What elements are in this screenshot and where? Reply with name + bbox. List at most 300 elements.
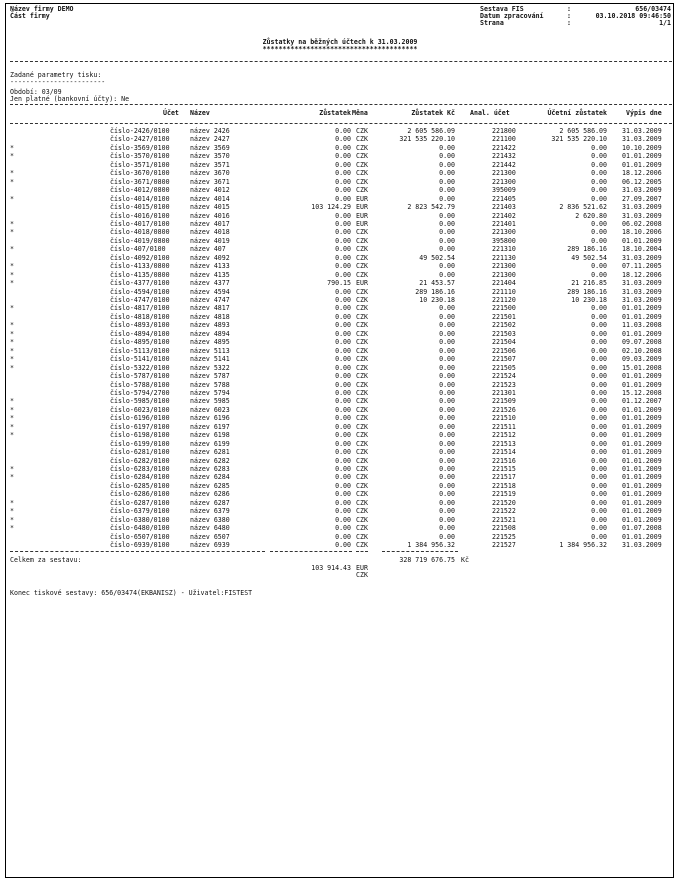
table-row xyxy=(0,153,680,160)
row-account: číslo-6198/0100 xyxy=(110,431,170,440)
table-row xyxy=(0,280,680,287)
row-currency: CZK xyxy=(356,456,368,465)
row-book-balance: 49 502.54 xyxy=(571,253,607,262)
row-account: číslo-4817/0100 xyxy=(110,304,170,313)
table-row xyxy=(0,238,680,245)
row-currency: EUR xyxy=(356,279,368,288)
row-statement-date: 31.03.2009 xyxy=(622,296,662,304)
row-statement-date: 15.12.2008 xyxy=(622,388,662,397)
row-name: název 6023 xyxy=(190,405,230,414)
row-balance-czk: 0.00 xyxy=(439,515,455,524)
row-name: název 4012 xyxy=(190,186,230,195)
row-book-balance: 21 216.85 xyxy=(571,279,607,288)
processed-label: Datum zpracování xyxy=(480,12,544,20)
row-book-balance: 0.00 xyxy=(591,524,607,533)
table-row xyxy=(0,229,680,236)
table-row xyxy=(0,204,680,211)
page-label: Strana xyxy=(480,19,504,27)
row-account: číslo-407/0100 xyxy=(110,245,166,254)
sum-underline-left xyxy=(10,551,265,552)
row-balance: 0.00 xyxy=(335,414,351,423)
row-anal-account: 221405 xyxy=(492,194,516,203)
table-row xyxy=(0,263,680,270)
row-statement-date: 09.03.2009 xyxy=(622,355,662,364)
row-account: číslo-2426/0100 xyxy=(110,127,170,135)
row-currency: CZK xyxy=(356,397,368,406)
row-anal-account: 221503 xyxy=(492,329,516,338)
row-currency: CZK xyxy=(356,465,368,473)
processed-value: 03.10.2018 09:46:50 xyxy=(595,12,671,20)
row-statement-date: 01.01.2009 xyxy=(622,515,662,524)
row-name: název 6939 xyxy=(190,541,230,550)
row-book-balance: 0.00 xyxy=(591,355,607,364)
row-balance: 0.00 xyxy=(335,194,351,203)
row-name: název 6199 xyxy=(190,439,230,448)
col-balance: Zůstatek xyxy=(319,109,351,117)
table-row xyxy=(0,525,680,532)
row-marker: * xyxy=(10,363,14,372)
row-marker: * xyxy=(10,397,14,406)
row-anal-account: 221515 xyxy=(492,465,516,473)
row-statement-date: 27.09.2007 xyxy=(622,194,662,203)
row-name: název 3571 xyxy=(190,160,230,169)
row-name: název 3670 xyxy=(190,169,230,178)
row-account: číslo-6286/0100 xyxy=(110,490,170,499)
row-account: číslo-6379/0100 xyxy=(110,507,170,516)
row-balance: 0.00 xyxy=(335,143,351,152)
row-account: číslo-5322/0100 xyxy=(110,363,170,372)
row-anal-account: 221130 xyxy=(492,253,516,262)
row-currency: CZK xyxy=(356,338,368,347)
params-heading: Zadané parametry tisku: xyxy=(10,71,102,79)
row-book-balance: 321 535 220.10 xyxy=(551,135,607,144)
row-statement-date: 01.01.2009 xyxy=(622,532,662,541)
row-anal-account: 221110 xyxy=(492,287,516,296)
row-currency: CZK xyxy=(356,448,368,457)
table-row xyxy=(0,483,680,490)
row-statement-date: 11.03.2008 xyxy=(622,321,662,330)
row-balance-czk: 0.00 xyxy=(439,439,455,448)
row-statement-date: 01.01.2009 xyxy=(622,414,662,423)
row-balance-czk: 321 535 220.10 xyxy=(399,135,455,144)
params-heading-underline: ------------------------ xyxy=(10,78,106,86)
divider-params xyxy=(10,104,672,105)
row-book-balance: 0.00 xyxy=(591,422,607,431)
row-book-balance: 0.00 xyxy=(591,228,607,237)
report-footer: Konec tiskové sestavy: 656/03474(EKBANISZ) - Uživatel:FISTEST xyxy=(10,589,253,597)
table-row xyxy=(0,246,680,253)
row-statement-date: 31.03.2009 xyxy=(622,211,662,220)
row-anal-account: 395800 xyxy=(492,236,516,245)
row-currency: CZK xyxy=(356,507,368,516)
title-underline: *************************************** xyxy=(262,45,418,53)
row-balance-czk: 0.00 xyxy=(439,169,455,178)
row-balance: 0.00 xyxy=(335,287,351,296)
row-book-balance: 2 620.80 xyxy=(575,211,607,220)
row-name: název 4017 xyxy=(190,219,230,228)
row-name: název 6197 xyxy=(190,422,230,431)
row-account: číslo-6287/0100 xyxy=(110,498,170,507)
table-row xyxy=(0,170,680,177)
row-balance-czk: 0.00 xyxy=(439,372,455,381)
row-anal-account: 221517 xyxy=(492,473,516,482)
row-anal-account: 395009 xyxy=(492,186,516,195)
row-currency: CZK xyxy=(356,312,368,321)
row-name: název 4377 xyxy=(190,279,230,288)
table-row xyxy=(0,441,680,448)
processed-sep: : xyxy=(567,12,571,20)
report-value: 656/03474 xyxy=(635,5,671,13)
row-anal-account: 221310 xyxy=(492,245,516,254)
row-currency: EUR xyxy=(356,203,368,212)
table-row xyxy=(0,365,680,372)
row-balance-czk: 0.00 xyxy=(439,245,455,254)
row-anal-account: 221401 xyxy=(492,219,516,228)
totals-czk: 328 719 676.75 xyxy=(399,556,455,564)
row-account: číslo-3571/0100 xyxy=(110,160,170,169)
row-statement-date: 18.10.2006 xyxy=(622,228,662,237)
row-statement-date: 01.01.2009 xyxy=(622,160,662,169)
row-book-balance: 0.00 xyxy=(591,152,607,161)
row-currency: CZK xyxy=(356,422,368,431)
row-book-balance: 0.00 xyxy=(591,338,607,347)
row-name: název 407 xyxy=(190,245,226,254)
row-balance: 0.00 xyxy=(335,456,351,465)
row-book-balance: 0.00 xyxy=(591,372,607,381)
row-statement-date: 01.01.2009 xyxy=(622,490,662,499)
row-name: název 4893 xyxy=(190,321,230,330)
row-balance-czk: 0.00 xyxy=(439,405,455,414)
table-row xyxy=(0,187,680,194)
row-book-balance: 0.00 xyxy=(591,160,607,169)
row-name: název 4092 xyxy=(190,253,230,262)
table-row xyxy=(0,373,680,380)
row-statement-date: 31.03.2009 xyxy=(622,135,662,144)
row-anal-account: 221511 xyxy=(492,422,516,431)
row-account: číslo-6480/0100 xyxy=(110,524,170,533)
row-account: číslo-4135/0800 xyxy=(110,270,170,279)
row-balance: 0.00 xyxy=(335,541,351,550)
row-currency: CZK xyxy=(356,346,368,355)
row-account: číslo-5141/0100 xyxy=(110,355,170,364)
row-balance-czk: 0.00 xyxy=(439,312,455,321)
row-anal-account: 221800 xyxy=(492,127,516,135)
row-account: číslo-3671/0800 xyxy=(110,177,170,186)
row-balance-czk: 0.00 xyxy=(439,414,455,423)
table-row xyxy=(0,398,680,405)
row-account: číslo-4747/0100 xyxy=(110,296,170,304)
row-book-balance: 0.00 xyxy=(591,177,607,186)
row-book-balance: 0.00 xyxy=(591,321,607,330)
divider-header xyxy=(10,123,672,124)
row-currency: CZK xyxy=(356,296,368,304)
table-row xyxy=(0,534,680,541)
row-statement-date: 07.11.2005 xyxy=(622,262,662,271)
row-balance-czk: 0.00 xyxy=(439,473,455,482)
row-account: číslo-4894/0100 xyxy=(110,329,170,338)
table-row xyxy=(0,136,680,143)
row-book-balance: 0.00 xyxy=(591,448,607,457)
row-book-balance: 0.00 xyxy=(591,465,607,473)
table-row xyxy=(0,145,680,152)
table-row xyxy=(0,179,680,186)
row-balance-czk: 0.00 xyxy=(439,397,455,406)
row-name: název 6379 xyxy=(190,507,230,516)
table-row xyxy=(0,213,680,220)
table-row xyxy=(0,390,680,397)
row-currency: CZK xyxy=(356,160,368,169)
row-anal-account: 221508 xyxy=(492,524,516,533)
row-balance-czk: 1 384 956.32 xyxy=(407,541,455,550)
totals-label: Celkem za sestavu: xyxy=(10,556,82,564)
row-balance-czk: 0.00 xyxy=(439,481,455,490)
sum-underline-czk xyxy=(382,551,458,552)
row-statement-date: 01.01.2009 xyxy=(622,304,662,313)
row-account: číslo-3569/0100 xyxy=(110,143,170,152)
row-name: název 5985 xyxy=(190,397,230,406)
table-header xyxy=(0,110,680,117)
row-book-balance: 2 836 521.62 xyxy=(559,203,607,212)
company-name: Název firmy DEMO xyxy=(10,5,74,13)
row-name: název 4014 xyxy=(190,194,230,203)
row-marker: * xyxy=(10,262,14,271)
row-balance: 0.00 xyxy=(335,262,351,271)
row-book-balance: 0.00 xyxy=(591,498,607,507)
row-balance-czk: 0.00 xyxy=(439,160,455,169)
row-book-balance: 0.00 xyxy=(591,405,607,414)
row-balance-czk: 0.00 xyxy=(439,380,455,389)
row-balance: 0.00 xyxy=(335,304,351,313)
row-name: název 6284 xyxy=(190,473,230,482)
row-book-balance: 0.00 xyxy=(591,329,607,338)
row-name: název 6198 xyxy=(190,431,230,440)
row-balance: 0.00 xyxy=(335,397,351,406)
table-row xyxy=(0,162,680,169)
row-name: název 6287 xyxy=(190,498,230,507)
row-currency: CZK xyxy=(356,473,368,482)
row-book-balance: 0.00 xyxy=(591,143,607,152)
row-currency: CZK xyxy=(356,287,368,296)
row-statement-date: 01.07.2008 xyxy=(622,524,662,533)
row-currency: CZK xyxy=(356,414,368,423)
page-value: 1/1 xyxy=(659,19,671,27)
row-statement-date: 01.01.2009 xyxy=(622,507,662,516)
row-balance: 0.00 xyxy=(335,481,351,490)
row-anal-account: 221514 xyxy=(492,448,516,457)
row-anal-account: 221522 xyxy=(492,507,516,516)
row-statement-date: 31.03.2009 xyxy=(622,186,662,195)
row-balance: 0.00 xyxy=(335,372,351,381)
row-currency: CZK xyxy=(356,490,368,499)
row-balance-czk: 0.00 xyxy=(439,236,455,245)
row-name: název 4895 xyxy=(190,338,230,347)
row-name: název 4133 xyxy=(190,262,230,271)
row-anal-account: 221513 xyxy=(492,439,516,448)
row-book-balance: 0.00 xyxy=(591,431,607,440)
row-account: číslo-6282/0100 xyxy=(110,456,170,465)
row-account: číslo-5794/2700 xyxy=(110,388,170,397)
row-anal-account: 221402 xyxy=(492,211,516,220)
row-currency: CZK xyxy=(356,127,368,135)
row-balance: 0.00 xyxy=(335,405,351,414)
row-name: název 4817 xyxy=(190,304,230,313)
row-anal-account: 221300 xyxy=(492,270,516,279)
row-currency: CZK xyxy=(356,439,368,448)
col-balance-czk: Zůstatek Kč xyxy=(411,109,455,117)
row-anal-account: 221525 xyxy=(492,532,516,541)
row-statement-date: 01.01.2009 xyxy=(622,236,662,245)
row-currency: CZK xyxy=(356,270,368,279)
row-name: název 5788 xyxy=(190,380,230,389)
row-account: číslo-3670/0100 xyxy=(110,169,170,178)
table-row xyxy=(0,458,680,465)
row-book-balance: 0.00 xyxy=(591,169,607,178)
row-name: název 2426 xyxy=(190,127,230,135)
row-anal-account: 221300 xyxy=(492,228,516,237)
row-balance-czk: 0.00 xyxy=(439,177,455,186)
row-anal-account: 221432 xyxy=(492,152,516,161)
row-marker: * xyxy=(10,143,14,152)
row-balance-czk: 0.00 xyxy=(439,219,455,228)
row-currency: CZK xyxy=(356,135,368,144)
row-account: číslo-6285/0100 xyxy=(110,481,170,490)
table-row xyxy=(0,297,680,304)
row-balance-czk: 0.00 xyxy=(439,228,455,237)
totals-eur-unit: EUR xyxy=(356,564,368,572)
divider-top xyxy=(10,61,672,62)
row-balance: 0.00 xyxy=(335,431,351,440)
row-balance: 103 124.29 xyxy=(311,203,351,212)
row-statement-date: 06.02.2008 xyxy=(622,219,662,228)
row-marker: * xyxy=(10,465,14,473)
row-name: název 6285 xyxy=(190,481,230,490)
row-anal-account: 221300 xyxy=(492,177,516,186)
col-anal-account: Anal. účet xyxy=(470,109,510,117)
row-currency: CZK xyxy=(356,380,368,389)
row-name: název 4016 xyxy=(190,211,230,220)
row-marker: * xyxy=(10,219,14,228)
row-statement-date: 01.01.2009 xyxy=(622,465,662,473)
row-account: číslo-4016/0100 xyxy=(110,211,170,220)
row-balance: 0.00 xyxy=(335,388,351,397)
row-account: číslo-6283/0100 xyxy=(110,465,170,473)
row-statement-date: 31.03.2009 xyxy=(622,287,662,296)
row-balance: 0.00 xyxy=(335,465,351,473)
row-statement-date: 01.01.2009 xyxy=(622,380,662,389)
row-marker: * xyxy=(10,228,14,237)
row-currency: CZK xyxy=(356,498,368,507)
row-currency: CZK xyxy=(356,321,368,330)
row-balance: 0.00 xyxy=(335,448,351,457)
table-row xyxy=(0,491,680,498)
row-anal-account: 221509 xyxy=(492,397,516,406)
row-anal-account: 221520 xyxy=(492,498,516,507)
row-marker: * xyxy=(10,304,14,313)
table-row xyxy=(0,128,680,135)
row-account: číslo-6197/0100 xyxy=(110,422,170,431)
row-balance-czk: 0.00 xyxy=(439,388,455,397)
row-account: číslo-3570/0100 xyxy=(110,152,170,161)
row-name: název 6480 xyxy=(190,524,230,533)
row-book-balance: 0.00 xyxy=(591,363,607,372)
row-balance-czk: 0.00 xyxy=(439,321,455,330)
row-statement-date: 06.12.2005 xyxy=(622,177,662,186)
row-currency: CZK xyxy=(356,304,368,313)
row-book-balance: 0.00 xyxy=(591,490,607,499)
row-account: číslo-4019/0800 xyxy=(110,236,170,245)
row-anal-account: 221527 xyxy=(492,541,516,550)
table-row xyxy=(0,449,680,456)
row-book-balance: 0.00 xyxy=(591,473,607,482)
row-book-balance: 0.00 xyxy=(591,236,607,245)
row-statement-date: 01.12.2007 xyxy=(622,397,662,406)
col-statement-date: Výpis dne xyxy=(626,109,662,117)
row-account: číslo-4092/0100 xyxy=(110,253,170,262)
row-anal-account: 221512 xyxy=(492,431,516,440)
row-balance: 0.00 xyxy=(335,219,351,228)
sum-underline-currency xyxy=(356,551,368,552)
row-account: číslo-6939/0100 xyxy=(110,541,170,550)
row-balance-czk: 0.00 xyxy=(439,490,455,499)
row-balance: 0.00 xyxy=(335,312,351,321)
row-name: název 4018 xyxy=(190,228,230,237)
row-book-balance: 0.00 xyxy=(591,397,607,406)
row-anal-account: 221300 xyxy=(492,262,516,271)
row-account: číslo-4012/0800 xyxy=(110,186,170,195)
row-statement-date: 01.01.2009 xyxy=(622,448,662,457)
report-title: Zůstatky na běžných účtech k 31.03.2009 xyxy=(262,38,418,46)
row-balance: 0.00 xyxy=(335,329,351,338)
row-marker: * xyxy=(10,279,14,288)
row-marker: * xyxy=(10,355,14,364)
row-currency: CZK xyxy=(356,245,368,254)
row-currency: CZK xyxy=(356,186,368,195)
row-balance-czk: 0.00 xyxy=(439,524,455,533)
table-row xyxy=(0,221,680,228)
row-book-balance: 0.00 xyxy=(591,439,607,448)
row-account: číslo-5985/0100 xyxy=(110,397,170,406)
row-statement-date: 31.03.2009 xyxy=(622,253,662,262)
row-anal-account: 221504 xyxy=(492,338,516,347)
row-statement-date: 01.01.2009 xyxy=(622,439,662,448)
row-marker: * xyxy=(10,329,14,338)
row-balance-czk: 0.00 xyxy=(439,498,455,507)
row-balance-czk: 0.00 xyxy=(439,363,455,372)
row-name: název 2427 xyxy=(190,135,230,144)
row-currency: CZK xyxy=(356,541,368,550)
company-part: Část firmy xyxy=(10,12,50,20)
row-balance: 0.00 xyxy=(335,498,351,507)
totals-eur: 103 914.43 xyxy=(311,564,351,572)
row-book-balance: 0.00 xyxy=(591,456,607,465)
row-account: číslo-5113/0100 xyxy=(110,346,170,355)
row-account: číslo-4014/0100 xyxy=(110,194,170,203)
row-account: číslo-4133/0800 xyxy=(110,262,170,271)
row-currency: CZK xyxy=(356,152,368,161)
row-balance-czk: 10 230.18 xyxy=(419,296,455,304)
row-balance: 0.00 xyxy=(335,338,351,347)
row-book-balance: 289 186.16 xyxy=(567,245,607,254)
row-balance: 0.00 xyxy=(335,490,351,499)
row-balance-czk: 2 823 542.79 xyxy=(407,203,455,212)
row-anal-account: 221442 xyxy=(492,160,516,169)
row-name: název 6282 xyxy=(190,456,230,465)
row-statement-date: 31.03.2009 xyxy=(622,279,662,288)
table-row xyxy=(0,542,680,549)
row-book-balance: 0.00 xyxy=(591,507,607,516)
row-balance: 0.00 xyxy=(335,532,351,541)
row-statement-date: 18.12.2006 xyxy=(622,169,662,178)
